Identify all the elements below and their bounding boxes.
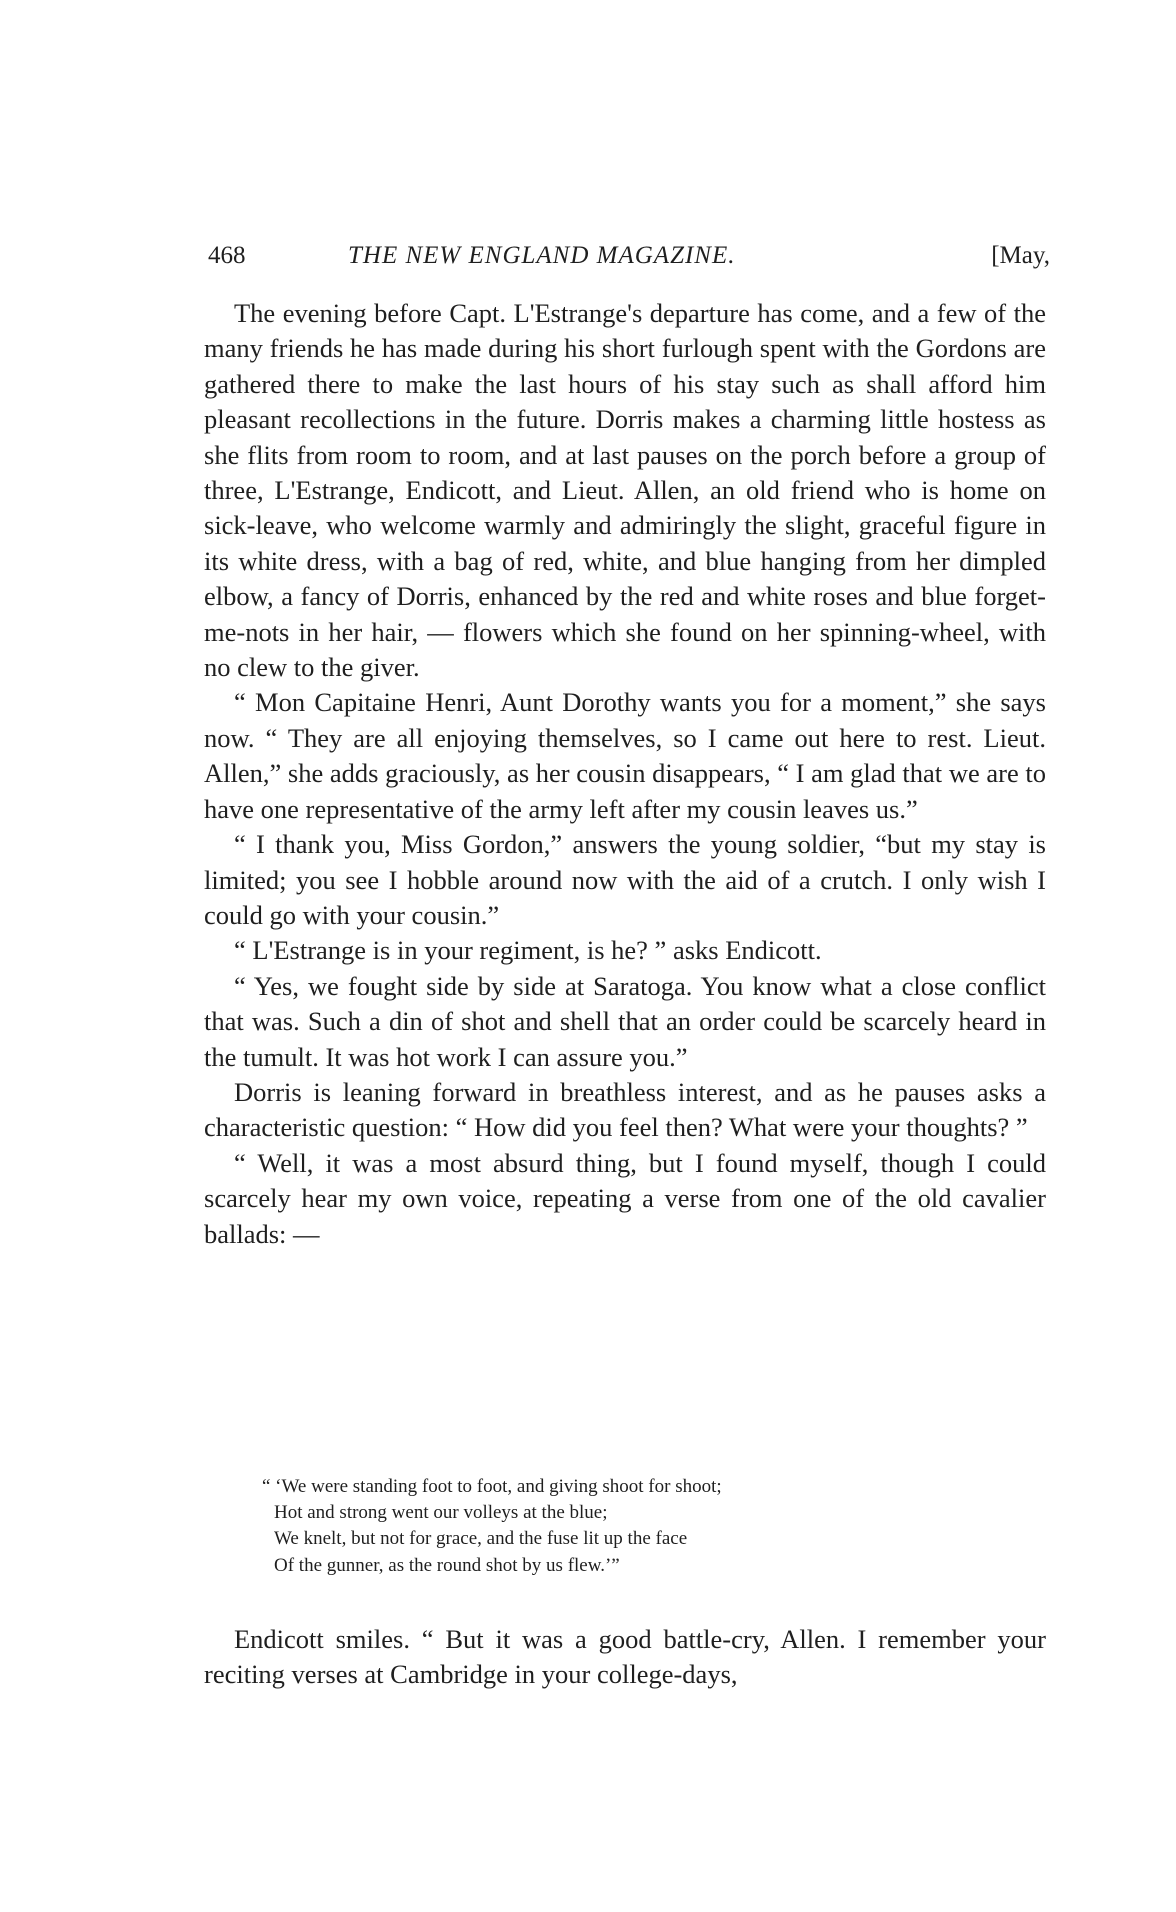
journal-title: THE NEW ENGLAND MAGAZINE. [348,242,736,269]
paragraph-6: Dorris is leaning forward in breathless interest, and as he pauses asks a characteristic question: “ How did you feel then? What were your thoughts? ” [204,1076,1046,1143]
running-head [208,236,1050,276]
article-body [204,296,1046,1252]
paragraph-8: Endicott smiles. “ But it was a good battle-cry, Allen. I remember your reciting verses at Cambridge in your college-days, [204,1624,1046,1690]
page-number: 468 [208,242,246,269]
closing-text [204,1622,1046,1693]
verse-line-2: Hot and strong went our volleys at the blue; [274,1502,608,1524]
paragraph-1: The evening before Capt. L'Estrange's departure has come, and a few of the many friends he has made during his short furlough spent with the Gordons are gathered there to make the last hours of his stay such as shall afford him pleasant recollections in the future. Dorris makes a charming little hostess as she flits from room to room, and at last pauses on the porch before a group of three, L'Estrange, Endicott, and Lieut. Allen, an old friend who is home on sick-leave, who welcome warmly and admiringly the slight, graceful figure in its white dress, with a bag of red, white, and blue hanging from her dimpled elbow, a fancy of Dorris, enhanced by the red and white roses and blue forget-me-nots in her hair, — flowers which she found on her spinning-wheel, with no clew to the giver. [204,298,1046,683]
paragraph-2: “ Mon Capitaine Henri, Aunt Dorothy wants you for a moment,” she says now. “ They are all enjoying themselves, so I came out here to rest. Lieut. Allen,” she adds graciously, as her cousin disappears, “ I am glad that we are to have one representative of the army left after my cousin leaves us.” [204,687,1046,824]
paragraph-4: “ L'Estrange is in your regiment, is he? ” asks Endicott. [234,935,822,966]
paragraph-7: “ Well, it was a most absurd thing, but I found myself, though I could scarcely hear my own voice, repeating a verse from one of the old cavalier ballads: — [204,1147,1046,1249]
verse-line-1: “ ‘We were standing foot to foot, and giving shoot for shoot; [262,1476,722,1497]
verse-line-3: We knelt, but not for grace, and the fuse lit up the face [274,1528,688,1550]
issue-month: [May, [991,242,1050,269]
paragraph-3: “ I thank you, Miss Gordon,” answers the young soldier, “but my stay is limited; you see I hobble around now with the aid of a crutch. I only wish I could go with your cousin.” [204,829,1046,930]
paragraph-5: “ Yes, we fought side by side at Saratoga. You know what a close conflict that was. Such a din of shot and shell that an order could be scarcely heard in the tumult. It was hot work I can assure you.” [204,970,1046,1072]
verse-line-4: Of the gunner, as the round shot by us flew.’” [274,1554,620,1576]
ballad-verse [262,1474,722,1579]
